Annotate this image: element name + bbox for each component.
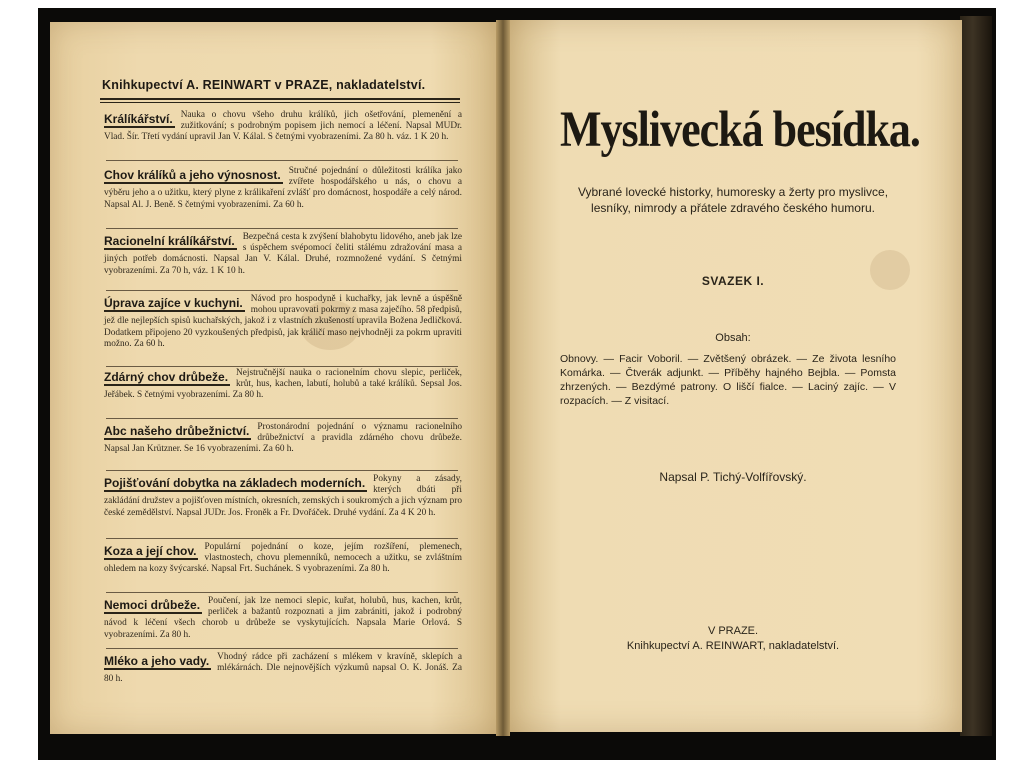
contents-label: Obsah: <box>715 332 751 344</box>
book-subtitle: Vybrané lovecké historky, humoresky a žerty pro myslivce, lesníky, nimrody a přátele zdravého českého humoru. <box>577 185 889 215</box>
imprint-city: V PRAZE. <box>707 625 759 637</box>
entry-title: Racionelní králíkářství. <box>104 234 235 248</box>
entry-text: Bezpečná cesta k zvýšení blahobytu lidového, aneb jak lze s úspěchem svépomocí čeliti stálému zdražování masa a jiných potřeb domácnosti. Napsal Jan V. Kálal. Druhé, rozmnožené vydání. S četnými vyobrazeními. Za 70 h, váz. 1 K 10 h. <box>104 232 462 276</box>
entry-divider <box>106 592 458 593</box>
catalog-entry <box>104 294 462 350</box>
entry-text: Pokyny a zásady, kterých dbáti při zakládání družstev a pojišťoven místních, okresních, zemských i soukromých a jich význam pro české zemědělství. Napsal JUDr. Jos. Froněk a Fr. Dvořáček. Druhé vydání. Za 4 K 20 h. <box>104 474 462 518</box>
entry-divider <box>106 470 458 471</box>
entry-title: Chov králíků a jeho výnosnost. <box>104 168 281 182</box>
book-gutter <box>496 20 510 736</box>
header-rule <box>100 98 460 103</box>
entry-title: Zdárný chov drůbeže. <box>104 370 229 384</box>
entry-text: Poučení, jak lze nemoci slepic, kuřat, holubů, hus, kachen, krůt, perliček a bažantů rozpoznati a jim zabrániti, jakož i podrobný návod k léčení všech chorob u drůbeže se vyskytujících. Napsala Marie Orlová. S vyobrazeními. Za 80 h. <box>104 596 462 640</box>
catalog-entry <box>104 542 462 576</box>
entry-text: Populární pojednání o koze, jejím rozšíření, plemenech, vlastnostech, chovu plemenníků, nemocech a užitku, se zvláštním ohledem na kozy švýcarské. Napsal Frt. Suchánek. S vyobrazeními. Za 80 h. <box>104 542 462 575</box>
entry-text: Vhodný rádce při zacházení s mlékem v kravíně, sklepích a mlékárnách. Dle nejnovějších výzkumů napsal O. K. Jonáš. Za 80 h. <box>104 652 462 685</box>
catalog-entry <box>104 368 462 402</box>
catalog-header: Knihkupectví A. REINWART v PRAZE, nakladatelství. <box>102 78 426 92</box>
entry-text: Návod pro hospodyně i kuchařky, jak levně a úspěšně mohou upravovati pokrmy z masa zaječího. 58 předpisů, jež dle nejlepších spisů kuchařských, jakož i z vlastních zkušeností upravila Božena Jedličková. Dodatkem připojeno 20 vyzkoušených předpisů, jak králičí maso nejvhodněji za pokrm upraviti možno. Za 60 h. <box>104 294 462 349</box>
entry-title: Mléko a jeho vady. <box>104 654 210 668</box>
entry-divider <box>106 648 458 649</box>
catalog-entry <box>104 110 462 144</box>
book-edge <box>960 16 992 736</box>
entry-title: Abc našeho drůbežnictví. <box>104 424 250 438</box>
entry-text: Stručné pojednání o důležitosti králíka jako zvířete hospodářského u nás, o chovu a výběru jeho a o užitku, který plyne z králikaření zvlášť pro domácnost, hospodáře a celý národ. Napsal Al. J. Beně. S četnými vyobrazeními. Za 60 h. <box>104 166 462 210</box>
entry-title: Králíkářství. <box>104 112 173 126</box>
catalog-entry <box>104 232 462 277</box>
catalog-entry <box>104 474 462 519</box>
entry-title: Pojišťování dobytka na základech moderních. <box>104 476 366 490</box>
catalog-entry <box>104 166 462 211</box>
entry-text: Nejstručnější nauka o racionelním chovu slepic, perliček, krůt, hus, kachen, labutí, holubů a také králíků. Sepsal Jos. Jeřábek. S četnými vyobrazeními. Za 80 h. <box>104 368 462 401</box>
entry-text: Nauka o chovu všeho druhu králíků, jich ošetřování, plemenění a zužitkování; s podrobným popisem jich nemocí a léčení. Napsal MUDr. Vlad. Šír. Třetí vydání upravil Jan V. Kálal. S četnými vyobrazeními. Za 80 h. váz. 1 K 20 h. <box>104 110 462 143</box>
catalog-entry <box>104 422 462 456</box>
contents-list: Obnovy. — Facir Voboril. — Zvětšený obrázek. — Ze života lesního Komárka. — Čtverák adjunkt. — Příběhy hajného Bejbla. — Pomsta zhrzených. — Bezdýmé patrony. O liščí fialce. — Laciný zajíc. — V rozpacích. — Z visitací. <box>560 353 896 407</box>
entry-divider <box>106 418 458 419</box>
entry-divider <box>106 538 458 539</box>
entry-divider <box>106 160 458 161</box>
imprint-publisher: Knihkupectví A. REINWART, nakladatelství. <box>626 640 840 652</box>
entry-title: Úprava zajíce v kuchyni. <box>104 296 243 310</box>
entry-divider <box>106 366 458 367</box>
entry-divider <box>106 228 458 229</box>
volume-label: SVAZEK I. <box>701 274 765 288</box>
catalog-entry <box>104 596 462 641</box>
book-title: Myslivecká besídka. <box>560 101 920 158</box>
entry-text: Prostonárodní pojednání o významu racionelního drůbežnictví a pravidla zdárného chovu drůbeže. Napsal Jan Krützner. Se 16 vyobrazeními. Za 60 h. <box>104 422 462 455</box>
entry-divider <box>106 290 458 291</box>
author-line: Napsal P. Tichý-Volfířovský. <box>659 470 807 484</box>
catalog-entry <box>104 652 462 686</box>
entry-title: Koza a její chov. <box>104 544 197 558</box>
entry-title: Nemoci drůbeže. <box>104 598 201 612</box>
